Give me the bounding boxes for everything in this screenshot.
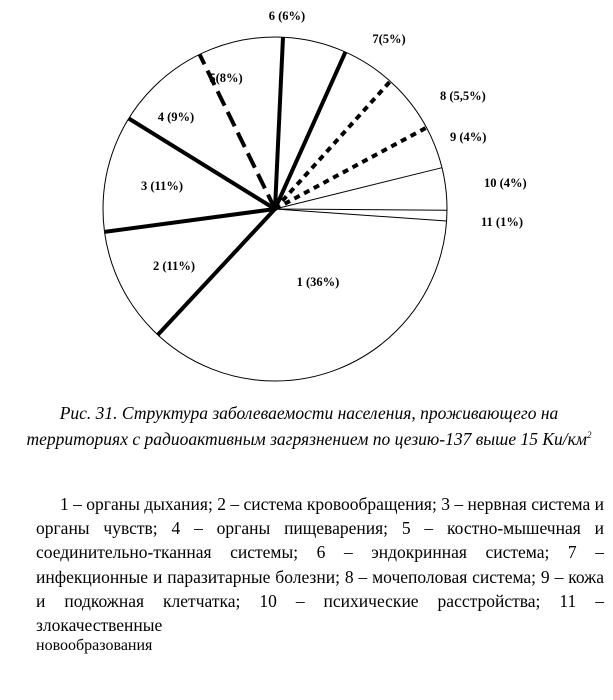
slice-label-11: 11 (1%) [481, 215, 524, 229]
legend-text-end: новообразования [36, 637, 153, 654]
slice-label-9: 9 (4%) [450, 130, 487, 144]
slice-label-3: 3 (11%) [140, 179, 184, 193]
slice-label-7: 7(5%) [372, 32, 406, 46]
slice-label-2: 2 (11%) [152, 259, 196, 273]
slice-label-4: 4 (9%) [157, 110, 195, 124]
slice-label-5: 5(8%) [209, 71, 243, 85]
slice-label-10: 10 (4%) [484, 176, 527, 190]
legend-text: 1 – органы дыхания; 2 – система кровообращения; 3 – нервная система и органы чувств; 4 – органы пищеварения; 5 – костно-мышечная и соединительно-тканная системы; 6 – эндокринная система; 7 – инфекционные и паразитарные болезни; 8 – мочеполовая система; 9 – кожа и подкожная клетчатка; 10 – психические расстройства; 11 – злокачественные [36, 494, 604, 636]
figure-caption [14, 402, 604, 450]
caption-superscript: 2 [586, 430, 592, 440]
slice-label-8: 8 (5,5%) [440, 89, 486, 103]
slice-label-6: 6 (6%) [268, 9, 306, 23]
slice-label-1: 1 (36%) [296, 275, 340, 289]
pie-slices [103, 37, 447, 381]
caption-text: Рис. 31. Структура заболеваемости населения, проживающего на территориях с радиоактивным загрязнением по цезию-137 выше 15 Ки/км [26, 403, 587, 449]
